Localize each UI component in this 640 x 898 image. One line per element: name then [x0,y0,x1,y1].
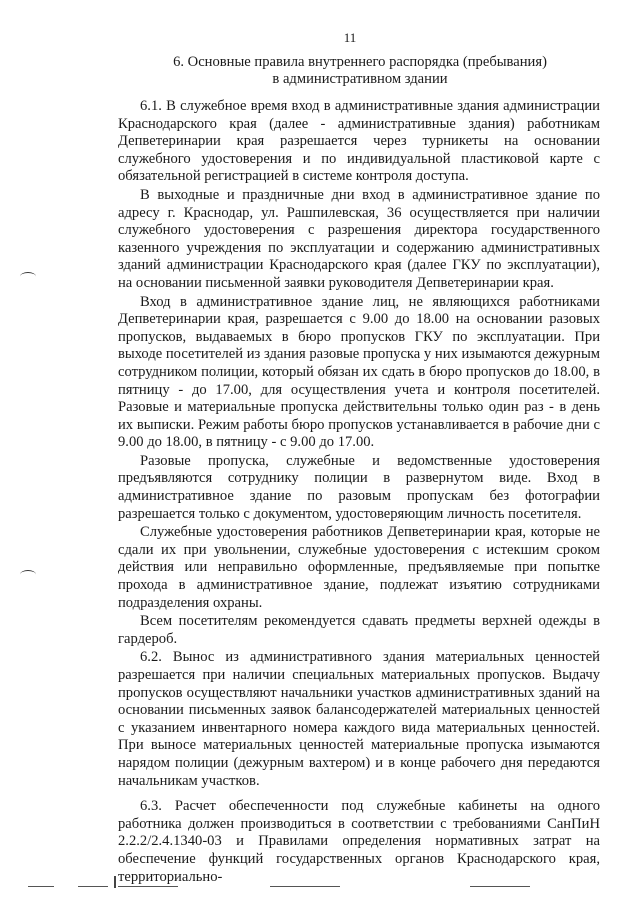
paragraph-visitor-entry: Вход в административное здание лиц, не являющихся работниками Депветеринарии края, разрешается с 9.00 до 18.00 на основании разовых пропусков, выдаваемых в бюро пропусков ГКУ по эксплуатации. При выходе посетителей из здания разовые пропуска у них изымаются дежурным сотрудником полиции, который обязан их сдать в бюро пропусков до 18.00, в пятницу - до 17.00, для осуществления учета и контроля посетителей. Разовые и материальные пропуска действительны только один раз - в день их выписки. Режим работы бюро пропусков устанавливается в рабочие дни с 9.00 до 18.00, в пятницу - с 9.00 до 17.00. [118,293,600,451]
scan-artifact-line [270,886,340,887]
paragraph-pass-presentation: Разовые пропуска, служебные и ведомственные удостоверения предъявляются сотруднику полиции в развернутом виде. Вход в административное здание по разовым пропускам без фотографии разрешается только с документом, удостоверяющим личность посетителя. [118,452,600,522]
section-title-line-2: в административном здании [272,71,448,87]
paragraph-weekend-entry: В выходные и праздничные дни вход в административное здание по адресу г. Краснодар, ул. Рашпилевская, 36 осуществляется при наличии служебного удостоверения с разрешения директора государственного казенного учреждения по эксплуатации и содержанию административных зданий администрации Краснодарского края (далее ГКУ по эксплуатации), на основании письменной заявки руководителя Депветеринарии края. [118,186,600,291]
paragraph-6-3: 6.3. Расчет обеспеченности под служебные кабинеты на одного работника должен производиться в соответствии с требованиями СанПиН 2.2.2/2.4.1340-03 и Правилами определения нормативных затрат на обеспечение функций государственных органов Краснодарского края, территориально- [118,798,600,885]
section-title-line-1: 6. Основные правила внутреннего распорядка (пребывания) [173,54,547,70]
document-body [118,98,600,886]
scan-artifact-line [78,886,108,887]
scan-artifact-tick [114,876,116,888]
paragraph-6-2: 6.2. Вынос из административного здания материальных ценностей разрешается при наличии специальных материальных пропусков. Выдачу пропусков осуществляют начальники участков административных зданий на основании письменных заявок балансодержателей материальных ценностей с указанием инвентарного номера каждого вида материальных ценностей. При выносе материальных ценностей материальные пропуска изымаются нарядом полиции (дежурным вахтером) и в конце рабочего дня передаются начальникам участков. [118,649,600,789]
page-number: 11 [343,30,357,45]
binder-hole-mark [20,272,36,281]
scan-artifact-line [470,886,530,887]
paragraph-6-1: 6.1. В служебное время вход в административные здания администрации Краснодарского края (далее - административные здания) работникам Депветеринарии края разрешается через турникеты на основании служебного удостоверения и по индивидуальной пластиковой карте с обязательной регистрацией в системе контроля доступа. [118,98,600,185]
scan-artifact-line [118,886,178,887]
scan-artifact-line [28,886,54,887]
paragraph-invalid-ids: Служебные удостоверения работников Депветеринарии края, которые не сдали их при увольнении, служебные удостоверения с истекшим сроком действия или неправильно оформленные, предъявляемые при попытке прохода в административное здание, подлежат изъятию сотрудниками подразделения охраны. [118,524,600,611]
binder-hole-mark [20,570,36,579]
section-title [120,54,600,88]
paragraph-cloakroom: Всем посетителям рекомендуется сдавать предметы верхней одежды в гардероб. [118,613,600,647]
